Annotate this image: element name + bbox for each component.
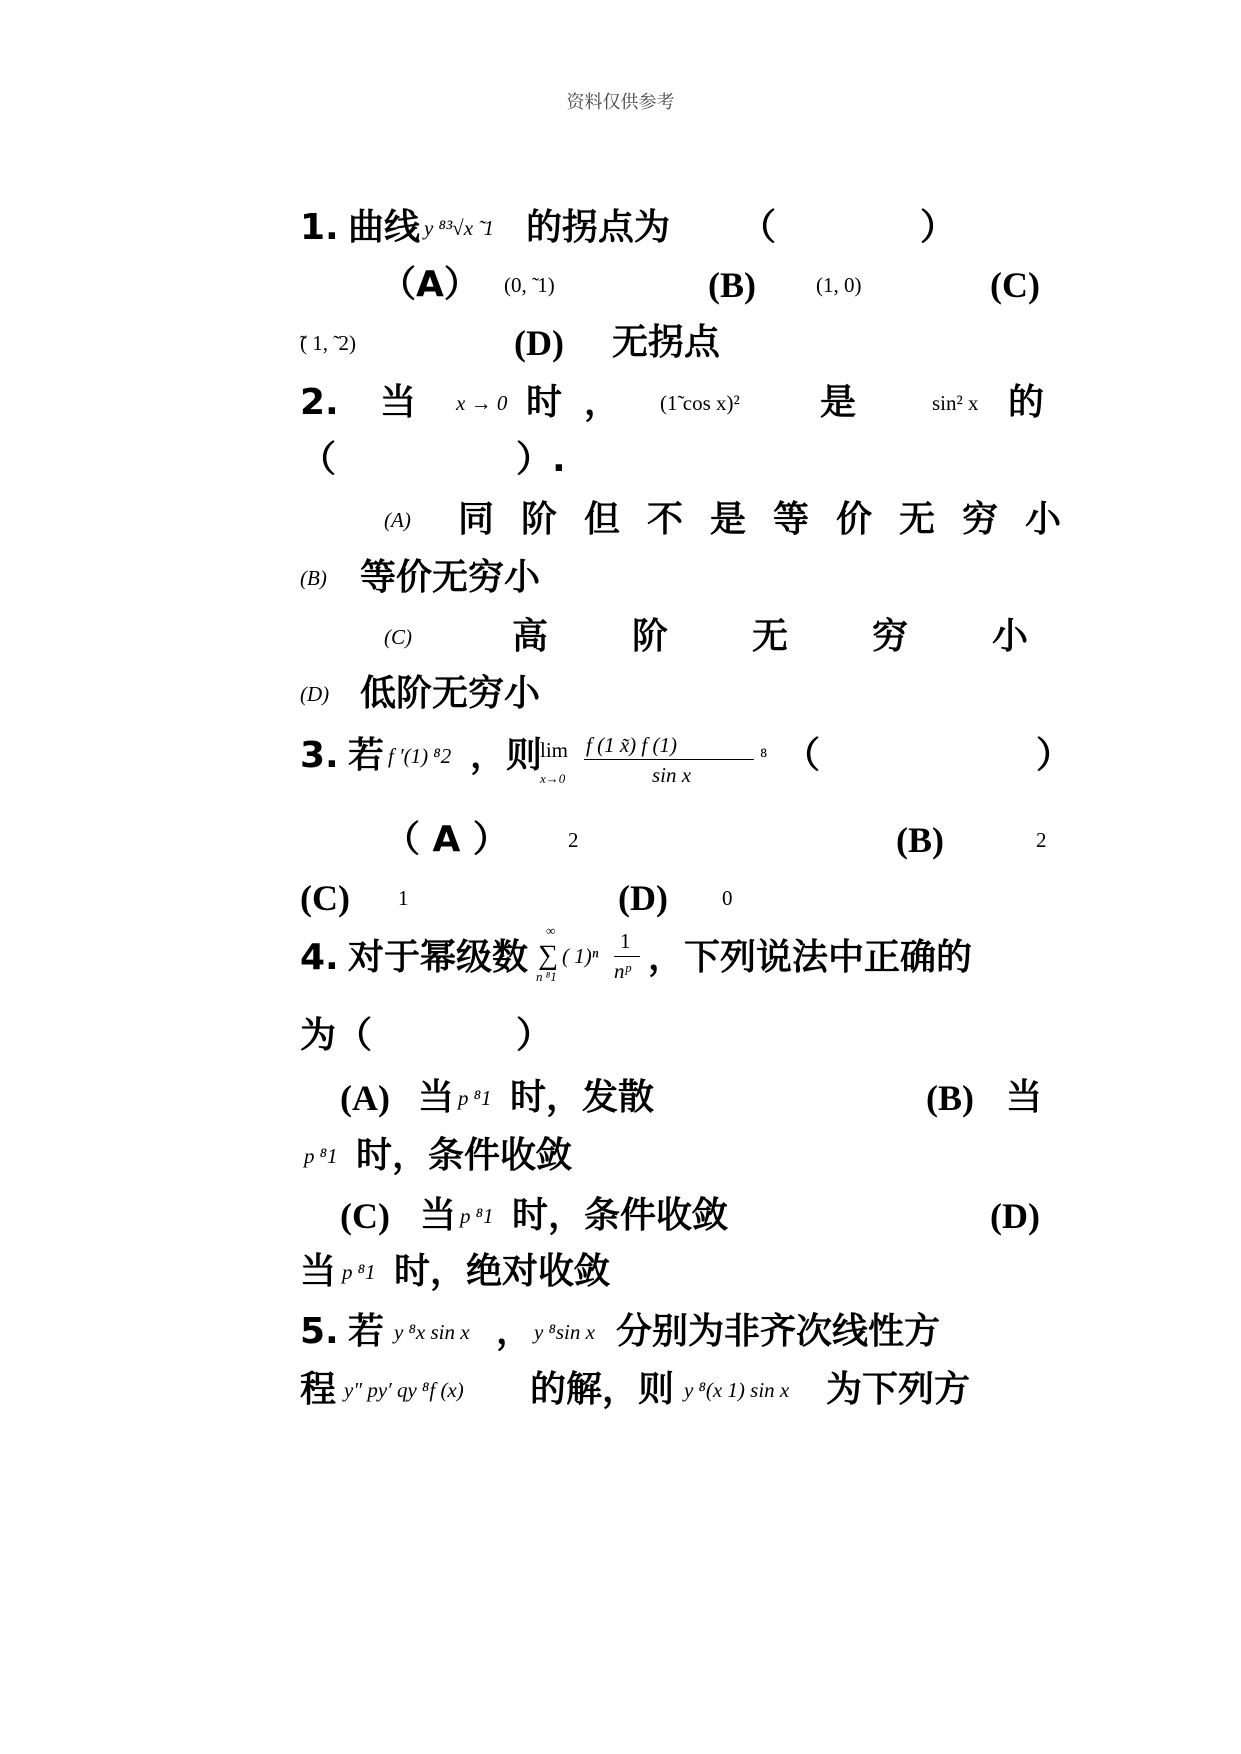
q3-opt-d-value: 0 bbox=[722, 886, 733, 910]
q4-sum-sign: ∑ bbox=[538, 940, 558, 971]
q1-opt-d-value: 无拐点 bbox=[612, 322, 721, 363]
q1-curve-formula: y ⁸³√x ̃ 1 bbox=[424, 216, 495, 240]
q4-stem-continued bbox=[300, 1006, 1046, 1066]
q4-option-d-line bbox=[300, 1242, 1046, 1302]
watermark-header: 资料仅供参考 bbox=[566, 92, 675, 113]
q2-option-a-line bbox=[300, 490, 1089, 550]
q1-opt-c-label: (C) bbox=[990, 265, 1040, 305]
q1-opt-a-value: (0, ̃ 1) bbox=[504, 273, 555, 297]
q1-number: 1. bbox=[300, 207, 339, 248]
q5-solution-1: y ⁸x sin x bbox=[394, 1320, 470, 1344]
q3-opt-a-label: （ A ） bbox=[384, 819, 509, 860]
q4-stem-a: 对于幂级数 bbox=[348, 937, 529, 978]
q5-ruo: 若 bbox=[348, 1311, 385, 1352]
q1-opt-d-label: (D) bbox=[514, 323, 564, 363]
q2-paren-line bbox=[300, 430, 1046, 490]
q2-opt-a-text: 同阶但不是等价无穷小 bbox=[458, 499, 1089, 540]
q4-opt-b-post: 时，条件收敛 bbox=[356, 1135, 573, 1176]
q3-lim: lim bbox=[540, 738, 569, 762]
q2-dang: 当 bbox=[380, 382, 417, 423]
q4-option-c-line bbox=[300, 1186, 1046, 1246]
q2-is: 是 bbox=[820, 382, 857, 423]
q3-opt-b-label: (B) bbox=[896, 820, 944, 860]
q5-solution-2: y ⁸sin x bbox=[534, 1320, 595, 1344]
q1-options-row-1 bbox=[300, 255, 1046, 315]
q5-cheng: 程 bbox=[300, 1369, 337, 1410]
q4-fraction-bar bbox=[614, 956, 640, 957]
q5-stem-c: 为下列方 bbox=[826, 1369, 971, 1410]
q2-opt-d-text: 低阶无穷小 bbox=[360, 673, 541, 714]
q4-opt-a-post: 时，发散 bbox=[510, 1077, 655, 1118]
q1-options-row-2 bbox=[300, 313, 1046, 373]
q2-stem bbox=[300, 373, 1046, 433]
q3-opt-a-value: 2 bbox=[568, 828, 579, 852]
q5-number: 5. bbox=[300, 1311, 339, 1352]
q4-opt-d-condition: p ⁸1 bbox=[342, 1260, 376, 1284]
q2-opt-d-label: (D) bbox=[300, 682, 330, 706]
q4-opt-d-label: (D) bbox=[990, 1196, 1040, 1236]
q2-de: 的 bbox=[1008, 382, 1045, 423]
q3-lim-subscript: x→0 bbox=[540, 771, 566, 786]
q4-opt-b-condition: p ⁸1 bbox=[304, 1144, 338, 1168]
q2-opt-a-label: (A) bbox=[384, 508, 411, 532]
q4-sign-term: ( 1)ⁿ bbox=[562, 944, 599, 968]
q4-opt-c-pre: 当 bbox=[420, 1195, 457, 1236]
q1-stem-a: 曲线 bbox=[348, 207, 421, 248]
q4-number: 4. bbox=[300, 937, 339, 978]
q4-opt-b-label: (B) bbox=[926, 1078, 974, 1118]
q3-fraction-numerator: f (1 x̃) f (1) bbox=[586, 733, 677, 757]
q4-opt-a-label: (A) bbox=[340, 1078, 390, 1118]
q5-comma: ， bbox=[496, 1311, 533, 1352]
q5-solution-3: y ⁸(x 1) sin x bbox=[684, 1378, 790, 1402]
q4-stem-b: ，下列说法中正确的 bbox=[648, 937, 973, 978]
q4-sum-lower: n ⁸1 bbox=[536, 969, 557, 984]
q4-option-a-line bbox=[300, 1068, 1046, 1128]
q3-equals: ⁸ bbox=[760, 744, 768, 768]
q1-opt-a-label: （A） bbox=[380, 264, 480, 305]
q3-opt-c-value: 1 bbox=[398, 886, 409, 910]
q3-stem bbox=[300, 726, 1073, 796]
q2-opt-c-text: 高阶无穷小 bbox=[512, 616, 1113, 657]
q4-fraction-numerator: 1 bbox=[620, 929, 631, 953]
q3-ruo: 若 bbox=[348, 735, 385, 776]
q1-stem-b: 的拐点为 bbox=[526, 207, 671, 248]
q3-opt-d-label: (D) bbox=[618, 878, 668, 918]
q2-opt-b-text: 等价无穷小 bbox=[360, 557, 541, 598]
q2-opt-c-label: (C) bbox=[384, 625, 412, 649]
q4-sum-upper: ∞ bbox=[546, 923, 556, 938]
q3-fraction-denominator: sin x bbox=[652, 763, 692, 787]
q1-answer-paren: （ ） bbox=[740, 207, 957, 248]
q3-number: 3. bbox=[300, 735, 339, 776]
q2-condition: x → 0 bbox=[456, 391, 508, 415]
q4-opt-c-label: (C) bbox=[340, 1196, 390, 1236]
q5-equation: y″ py′ qy ⁸f (x) bbox=[344, 1378, 464, 1402]
q1-opt-c-value: ̃( 1, ̃ 2) bbox=[300, 331, 356, 355]
q3-opt-c-label: (C) bbox=[300, 878, 350, 918]
q4-opt-c-condition: p ⁸1 bbox=[460, 1204, 494, 1228]
q2-option-b-line bbox=[300, 548, 1046, 608]
q3-opt-b-value: 2 bbox=[1036, 828, 1047, 852]
q3-ze: ，则 bbox=[470, 735, 543, 776]
q4-opt-d-pre: 当 bbox=[300, 1251, 337, 1292]
q2-opt-b-label: (B) bbox=[300, 566, 327, 590]
q1-opt-b-value: (1, 0) bbox=[816, 273, 862, 297]
q1-stem bbox=[300, 198, 1046, 258]
q3-options-row-1 bbox=[300, 810, 1046, 870]
q2-number: 2. bbox=[300, 382, 339, 423]
q2-shi: 时 bbox=[526, 382, 563, 423]
q2-sin-squared: sin² x bbox=[932, 391, 979, 415]
q2-answer-paren: （ ）. bbox=[300, 439, 566, 480]
q4-opt-b-pre: 当 bbox=[1006, 1077, 1043, 1118]
q5-stem-a: 分别为非齐次线性方 bbox=[616, 1311, 941, 1352]
q5-stem bbox=[300, 1302, 1046, 1362]
q5-stem-b: 的解，则 bbox=[530, 1369, 675, 1410]
q4-option-b-line bbox=[300, 1126, 1046, 1186]
q2-option-c-line bbox=[300, 607, 1113, 667]
q2-expression: (1̃ cos x)² bbox=[660, 391, 740, 415]
q2-comma: ， bbox=[584, 382, 621, 423]
q4-opt-a-condition: p ⁸1 bbox=[458, 1086, 492, 1110]
q3-condition: f ′(1) ⁸2 bbox=[388, 744, 452, 768]
q4-opt-d-post: 时，绝对收敛 bbox=[394, 1251, 611, 1292]
q3-fraction-bar bbox=[584, 759, 754, 760]
q4-fraction-denominator: nᵖ bbox=[614, 959, 631, 983]
q4-opt-c-post: 时，条件收敛 bbox=[512, 1195, 729, 1236]
q3-answer-paren: （ ） bbox=[784, 735, 1073, 776]
q4-opt-a-pre: 当 bbox=[418, 1077, 455, 1118]
q4-stem bbox=[300, 916, 1046, 996]
q5-stem-continued bbox=[300, 1360, 1046, 1420]
q4-stem-c: 为（ ） bbox=[300, 1015, 553, 1056]
q2-option-d-line bbox=[300, 664, 1046, 724]
q1-opt-b-label: (B) bbox=[708, 265, 756, 305]
